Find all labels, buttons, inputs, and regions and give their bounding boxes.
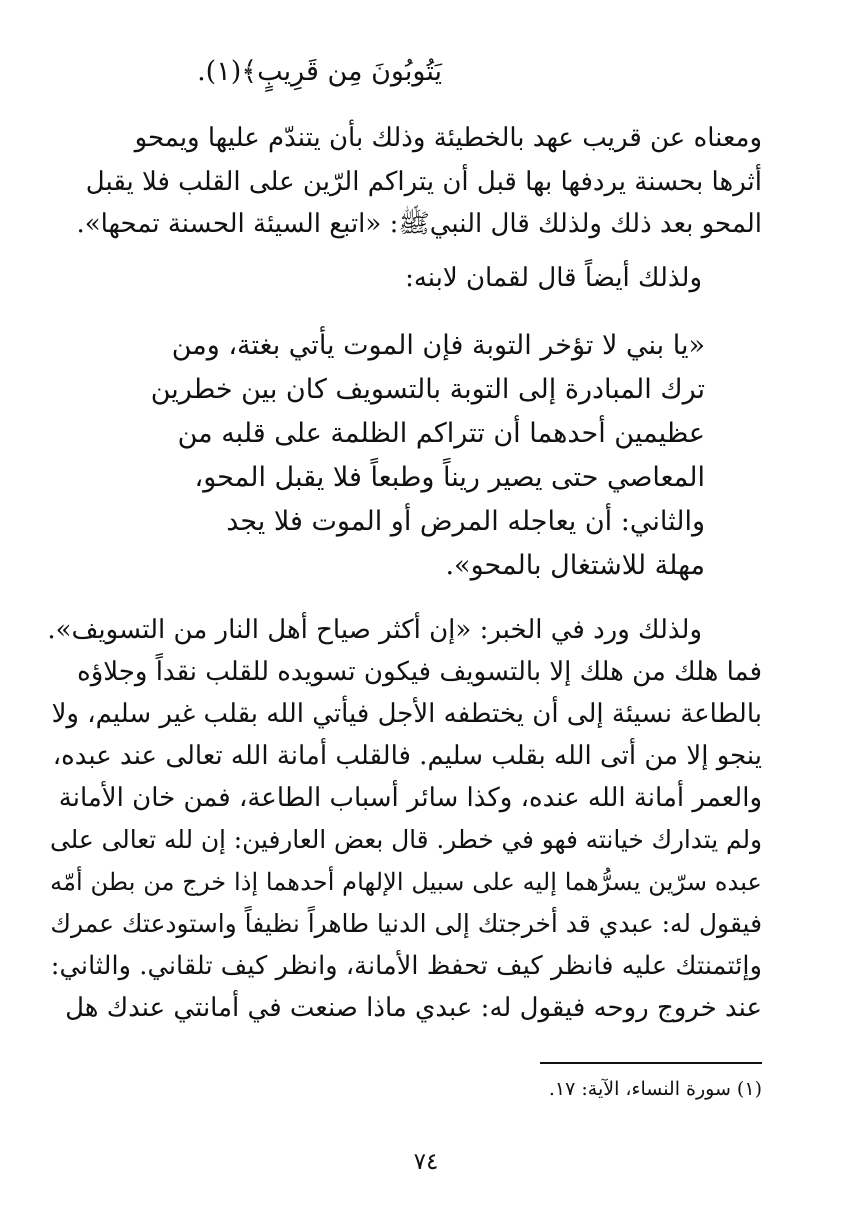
text-line: وإئتمنتك عليه فانظر كيف تحفظ الأمانة، وانظر كيف تلقاني. والثاني: bbox=[50, 951, 762, 981]
text-line: عبده سرّين يسرُّهما إليه على سبيل الإلهام أحدهما إذا خرج من بطن أمّه bbox=[50, 868, 762, 896]
text-line: فيقول له: عبدي قد أخرجتك إلى الدنيا طاهراً نظيفاً واستودعتك عمرك bbox=[50, 909, 762, 938]
quote-line: «يا بني لا تؤخر التوبة فإن الموت يأتي بغتة، ومن bbox=[171, 330, 705, 361]
footnote: (١) سورة النساء، الآية: ١٧. bbox=[548, 1078, 762, 1100]
text-line: بالطاعة نسيئة إلى أن يختطفه الأجل فيأتي الله بقلب غير سليم، ولا bbox=[51, 699, 762, 729]
quote-line: ترك المبادرة إلى التوبة بالتسويف كان بين خطرين bbox=[150, 374, 705, 405]
luqman-intro: ولذلك أيضاً قال لقمان لابنه: bbox=[405, 263, 702, 293]
text-line: المحو بعد ذلك ولذلك قال النبيﷺ: «اتبع السيئة الحسنة تمحها». bbox=[76, 209, 762, 239]
text-line: ينجو إلا من أتى الله بقلب سليم. فالقلب أمانة الله تعالى عند عبده، bbox=[52, 741, 762, 771]
text-line: أثرها بحسنة يردفها بها قبل أن يتراكم الرّين على القلب فلا يقبل bbox=[85, 167, 762, 197]
text-line: والعمر أمانة الله عنده، وكذا سائر أسباب الطاعة، فمن خان الأمانة bbox=[58, 783, 762, 813]
quran-verse-ending: يَتُوبُونَ مِن قَرِيبٍ﴾(١). bbox=[197, 56, 442, 87]
text-line: ولم يتدارك خيانته فهو في خطر. قال بعض العارفين: إن لله تعالى على bbox=[50, 825, 762, 854]
text-line: ولذلك ورد في الخبر: «إن أكثر صياح أهل النار من التسويف». bbox=[47, 615, 702, 645]
text-line: ومعناه عن قريب عهد بالخطيئة وذلك بأن يتندّم عليها ويمحو bbox=[134, 123, 762, 153]
text-line: فما هلك من هلك إلا بالتسويف فيكون تسويده للقلب نقداً وجلاؤه bbox=[77, 657, 762, 687]
quote-line: والثاني: أن يعاجله المرض أو الموت فلا يجد bbox=[226, 506, 705, 537]
quote-line: المعاصي حتى يصير ريناً وطبعاً فلا يقبل المحو، bbox=[194, 462, 705, 493]
page-number: ٧٤ bbox=[413, 1149, 439, 1175]
quote-line: مهلة للاشتغال بالمحو». bbox=[445, 550, 705, 581]
footnote-divider bbox=[540, 1062, 762, 1064]
text-line: عند خروج روحه فيقول له: عبدي ماذا صنعت في أمانتي عندك هل bbox=[65, 993, 762, 1023]
quote-line: عظيمين أحدهما أن تتراكم الظلمة على قلبه من bbox=[177, 418, 705, 449]
